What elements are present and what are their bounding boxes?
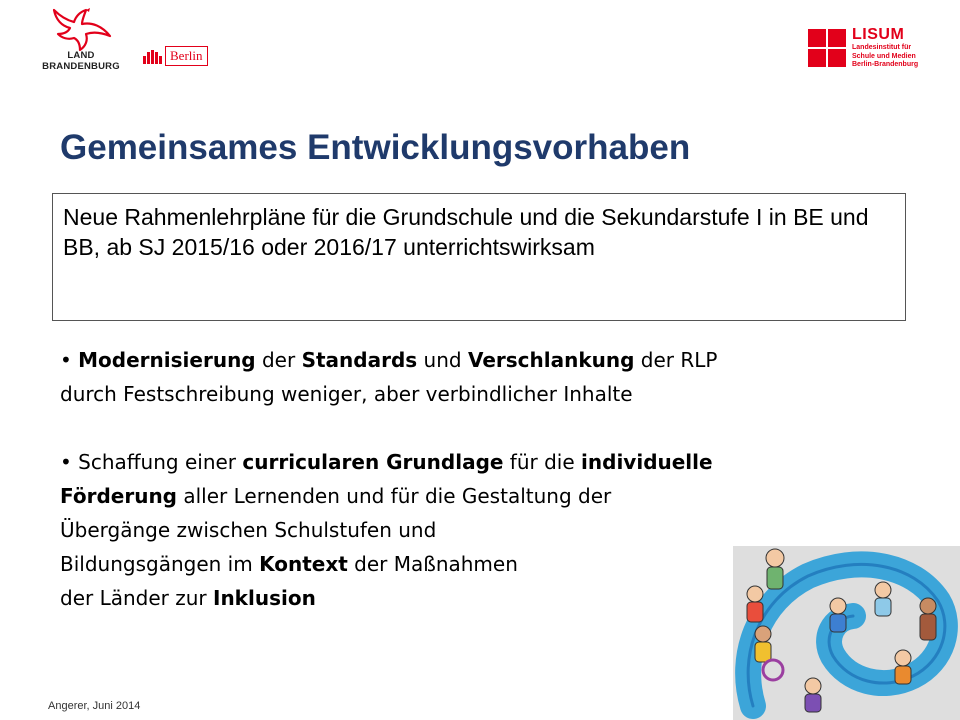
bullet-emphasis: curricularen Grundlage: [242, 450, 504, 474]
bullet-text: Schaffung einer: [78, 450, 243, 474]
children-illustration: [733, 546, 960, 720]
bullet-emphasis: Kontext: [259, 552, 348, 576]
bullet-dot-icon: •: [60, 450, 79, 474]
brandenburg-text: LAND BRANDENBURG: [42, 50, 120, 72]
bullet-emphasis: individuelle: [581, 450, 713, 474]
child-figure-2: [747, 586, 763, 622]
footer-author-date: Angerer, Juni 2014: [48, 700, 141, 712]
bullet-text: für die: [503, 450, 582, 474]
summary-text: Neue Rahmenlehrpläne für die Grundschule und die Sekundarstufe I in BE und BB, ab SJ 2015/16 oder 2016/17 unterrichtswirksam: [63, 204, 869, 260]
bullet-emphasis: Inklusion: [213, 586, 316, 610]
child-figure-8: [805, 678, 821, 712]
lisum-subtitle: Landesinstitut für Schule und Medien Berlin-Brandenburg: [852, 44, 919, 68]
bullet-emphasis: Standards: [301, 348, 418, 372]
child-figure-5: [875, 582, 891, 616]
child-figure-4: [830, 598, 846, 632]
child-figure-1: [766, 549, 784, 589]
bullet-text: der Maßnahmen: [347, 552, 518, 576]
brandenburg-logo: [36, 6, 126, 76]
bullet-emphasis: Modernisierung: [78, 348, 256, 372]
berlin-logo: [143, 44, 215, 66]
bullet-item: [60, 343, 860, 411]
berlin-label: Berlin: [165, 46, 208, 66]
child-figure-7: [895, 650, 911, 684]
eagle-icon: [46, 6, 116, 52]
lisum-title: LISUM: [852, 26, 905, 43]
lisum-logo: [808, 27, 948, 71]
page-title: Gemeinsames Entwicklungsvorhaben: [60, 128, 691, 167]
child-figure-6: [920, 598, 936, 640]
bullet-text: der Länder zur: [60, 586, 213, 610]
bullet-text: durch Festschreibung weniger, aber verbindlicher Inhalte: [60, 382, 633, 406]
summary-box: [52, 193, 906, 321]
bullet-text: der RLP: [634, 348, 718, 372]
lisum-squares-icon: [808, 29, 848, 69]
bullet-dot-icon: •: [60, 348, 79, 372]
bullet-text: aller Lernenden und für die Gestaltung der: [177, 484, 612, 508]
brandenburg-gate-icon: [143, 48, 163, 64]
bullet-text: Übergänge zwischen Schulstufen und: [60, 518, 437, 542]
bullet-emphasis: Verschlankung: [467, 348, 635, 372]
bullet-text: und: [417, 348, 468, 372]
bullet-text: der: [255, 348, 302, 372]
bullet-text: Bildungsgängen im: [60, 552, 260, 576]
bullet-emphasis: Förderung: [60, 484, 177, 508]
